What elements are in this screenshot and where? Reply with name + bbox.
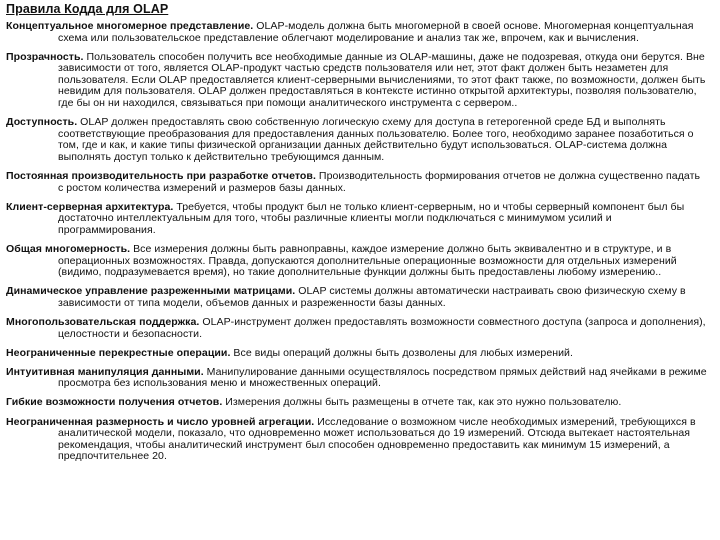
rule-text: Исследование о возможном числе необходимых измерений, требующихся в аналитической модели, показало, что одновременно может использоваться до 19 измерений. Отсюда вытекает настоятельная рекомендация, чтобы аналитический инструмент был способен одновременно предоставить как минимум 15 измерений, а предпочтительнее 20. [58, 415, 696, 463]
rule-transparency [6, 52, 708, 110]
rule-flexible-reporting [6, 397, 708, 409]
rule-name: Гибкие возможности получения отчетов. [6, 396, 223, 409]
rule-intuitive-data-manipulation [6, 367, 708, 390]
rule-generic-dimensionality [6, 244, 708, 279]
rule-name: Концептуальное многомерное представление. [6, 20, 254, 32]
rule-text: OLAP-модель должна быть многомерной в своей основе. Многомерная концептуальная схема или пользовательское представление облегчают моделирование и анализ так же, впрочем, как и вычисления. [58, 20, 694, 44]
rule-text: Пользователь способен получить все необходимые данные из OLAP-машины, даже не подозревая, откуда они берутся. Вне зависимости от того, является OLAP-продукт частью средств пользователя или нет, этот факт должен быть незаметен для пользователя. Если OLAP предоставляется клиент-серверными вычислениями, то этот факт также, по возможности, должен быть невидим для пользователя. OLAP должен предоставляться в контексте истинно открытой архитектуры, позволяя пользователю, где бы он ни находился, связываться при помощи аналитического инструмента с сервером.. [58, 50, 706, 110]
rule-name: Динамическое управление разреженными матрицами. [6, 285, 296, 298]
page-title: Правила Кодда для OLAP [6, 2, 169, 16]
rule-unrestricted-cross-dimensional-operations [6, 348, 708, 360]
rule-client-server-architecture [6, 202, 708, 237]
rule-text: Манипулирование данными осуществлялось посредством прямых действий над ячейками в режиме просмотра без использования меню и множественных операций. [58, 365, 707, 390]
rule-name: Общая многомерность. [6, 243, 131, 255]
rule-multi-user-support [6, 317, 708, 340]
rule-name: Прозрачность. [6, 50, 84, 63]
rule-text: Производительность формирования отчетов не должна существенно падать с ростом количества измерений и размеров базы данных. [58, 170, 701, 194]
rule-consistent-reporting-performance [6, 171, 708, 194]
rule-unlimited-dimensions-and-aggregation-levels [6, 417, 708, 463]
rule-text: Все измерения должны быть равноправны, каждое измерение должно быть эквивалентно и в структуре, и в операционных возможностях. Правда, допускаются дополнительные операционные возможности для отдельных измерений (видимо, подразумевается время), но такие дополнительные функции должны быть предоставлены любому измерению.. [58, 243, 677, 279]
rule-name: Неограниченные перекрестные операции. [6, 346, 231, 359]
rule-text: Измерения должны быть размещены в отчете так, как это нужно пользователю. [222, 396, 622, 409]
rule-text: Требуется, чтобы продукт был не только клиент-серверным, но и чтобы серверный компонент был бы достаточно интеллектуальным для того, чтобы различные клиенты могли подключаться с минимумом усилий и программирования. [58, 200, 685, 236]
rule-name: Клиент-серверная архитектура. [6, 200, 174, 213]
rule-name: Постоянная производительность при разработке отчетов. [6, 170, 316, 183]
rule-accessibility [6, 117, 708, 163]
rule-text: OLAP-инструмент должен предоставлять возможности совместного доступа (запроса и дополнения), целостности и безопасности. [58, 315, 706, 340]
rules-list [6, 21, 708, 463]
rule-text: Все виды операций должны быть дозволены для любых измерений. [230, 346, 573, 359]
rule-text: OLAP должен предоставлять свою собственную логическую схему для доступа в гетерогенной среде БД и выполнять соответствующие преобразования для предоставления данных пользователю. Более того, необходимо заранее позаботиться о том, где и как, и какие типы физической организации данных действительно будут использоваться. OLAP-система должна выполнять доступ только к действительно требующимся данным. [58, 116, 694, 163]
rule-dynamic-sparse-matrix-handling [6, 286, 708, 309]
rule-name: Интуитивная манипуляция данными. [6, 365, 204, 378]
rule-text: OLAP системы должны автоматически настраивать свою физическую схему в зависимости от типа модели, объемов данных и разреженности базы данных. [58, 285, 686, 309]
rule-name: Неограниченная размерность и число уровней агрегации. [6, 415, 315, 428]
rule-conceptual-multidimensional-view [6, 21, 708, 44]
rule-name: Доступность. [6, 116, 78, 129]
rule-name: Многопользовательская поддержка. [6, 315, 200, 328]
